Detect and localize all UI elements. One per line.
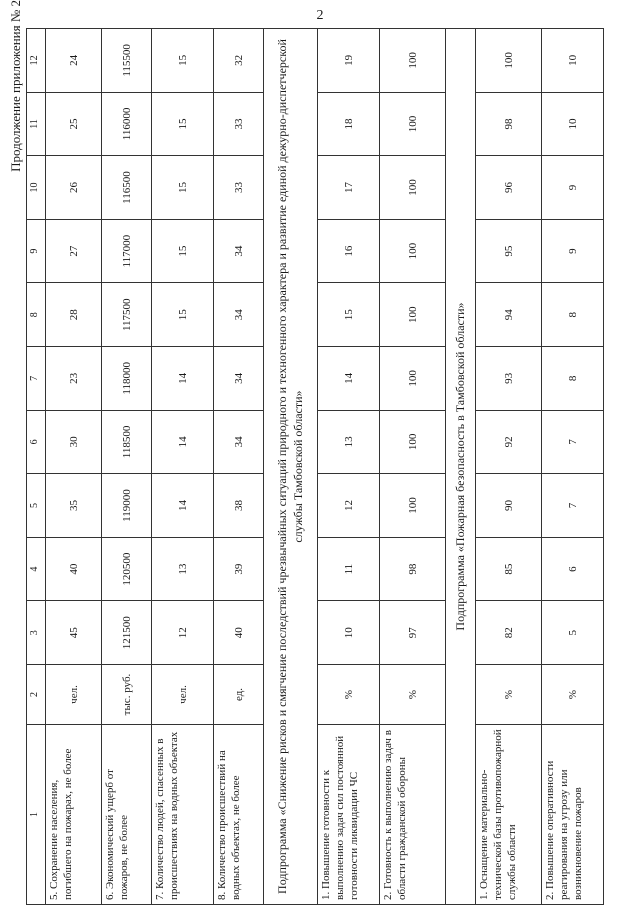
value-cell: 15 [152,29,214,93]
table-row [476,29,542,905]
value-cell: 35 [46,474,102,538]
value-cell: 117500 [102,283,152,347]
value-cell: 100 [380,347,446,411]
value-cell: 24 [46,29,102,93]
value-cell: 15 [318,283,380,347]
value-cell: 97 [380,601,446,665]
value-cell: 118000 [102,347,152,411]
value-cell: 33 [214,156,264,220]
header-cell: 8 [27,283,46,347]
subprogram-title: Подпрограмма «Снижение рисков и смягчение последствий чрезвычайных ситуаций природного и техногенного характера и развитие единой дежурно-диспетчерской службы Тамбовской области» [264,29,318,905]
value-cell: 23 [46,347,102,411]
value-cell: 100 [476,29,542,93]
value-cell: 9 [542,219,604,283]
value-cell: 26 [46,156,102,220]
table-row [542,29,604,905]
value-cell: 33 [214,92,264,156]
indicator-name: 1. Повышение готовности к выполнению задач сил постоянной готовности ликвидации ЧС [318,725,380,905]
value-cell: 82 [476,601,542,665]
value-cell: 15 [152,92,214,156]
value-cell: 15 [152,219,214,283]
table-row [380,29,446,905]
unit-cell: % [380,665,446,725]
value-cell: 94 [476,283,542,347]
unit-cell: чел. [46,665,102,725]
value-cell: 98 [476,92,542,156]
value-cell: 100 [380,410,446,474]
value-cell: 90 [476,474,542,538]
value-cell: 11 [318,537,380,601]
value-cell: 118500 [102,410,152,474]
value-cell: 121500 [102,601,152,665]
subprogram-title: Подпрограмма «Пожарная безопасность в Тамбовской области» [446,29,476,905]
value-cell: 5 [542,601,604,665]
header-cell: 3 [27,601,46,665]
header-cell: 5 [27,474,46,538]
value-cell: 12 [152,601,214,665]
value-cell: 17 [318,156,380,220]
value-cell: 12 [318,474,380,538]
value-cell: 98 [380,537,446,601]
header-cell: 7 [27,347,46,411]
unit-cell: тыс. руб. [102,665,152,725]
value-cell: 7 [542,410,604,474]
indicator-name: 2. Готовность к выполнению задач в области гражданской обороны [380,725,446,905]
value-cell: 25 [46,92,102,156]
value-cell: 13 [152,537,214,601]
indicator-name: 5. Сохранение населения, погибшего на пожарах, не более [46,725,102,905]
value-cell: 16 [318,219,380,283]
table-row [102,29,152,905]
value-cell: 34 [214,219,264,283]
value-cell: 92 [476,410,542,474]
unit-cell: % [476,665,542,725]
header-cell: 9 [27,219,46,283]
header-cell: 6 [27,410,46,474]
value-cell: 39 [214,537,264,601]
unit-cell: ед. [214,665,264,725]
unit-cell: % [542,665,604,725]
indicator-name: 7. Количество людей, спасенных в происшествиях на водных объектах [152,725,214,905]
table-row [318,29,380,905]
value-cell: 13 [318,410,380,474]
value-cell: 6 [542,537,604,601]
value-cell: 119000 [102,474,152,538]
indicator-name: 1. Оснащение материально-технической базы противопожарной службы области [476,725,542,905]
value-cell: 120500 [102,537,152,601]
value-cell: 34 [214,283,264,347]
subprogram-row [446,29,476,905]
value-cell: 117000 [102,219,152,283]
value-cell: 40 [46,537,102,601]
value-cell: 10 [318,601,380,665]
value-cell: 38 [214,474,264,538]
table-row [46,29,102,905]
table-row [152,29,214,905]
unit-cell: чел. [152,665,214,725]
value-cell: 100 [380,219,446,283]
value-cell: 28 [46,283,102,347]
value-cell: 93 [476,347,542,411]
header-row [27,29,46,905]
header-cell: 4 [27,537,46,601]
value-cell: 8 [542,347,604,411]
header-cell: 2 [27,665,46,725]
value-cell: 19 [318,29,380,93]
value-cell: 100 [380,156,446,220]
value-cell: 14 [152,347,214,411]
value-cell: 9 [542,156,604,220]
indicator-name: 6. Экономический ущерб от пожаров, не более [102,725,152,905]
appendix-caption: Продолжение приложения № 2 [8,0,23,172]
value-cell: 100 [380,92,446,156]
value-cell: 34 [214,410,264,474]
value-cell: 100 [380,29,446,93]
value-cell: 15 [152,156,214,220]
unit-cell: % [318,665,380,725]
value-cell: 14 [318,347,380,411]
value-cell: 85 [476,537,542,601]
page-number: 2 [316,8,324,23]
value-cell: 100 [380,474,446,538]
indicator-name: 8. Количество происшествий на водных объектах, не более [214,725,264,905]
value-cell: 18 [318,92,380,156]
value-cell: 27 [46,219,102,283]
header-cell: 10 [27,156,46,220]
value-cell: 7 [542,474,604,538]
value-cell: 40 [214,601,264,665]
value-cell: 10 [542,29,604,93]
header-cell: 11 [27,92,46,156]
value-cell: 115500 [102,29,152,93]
value-cell: 45 [46,601,102,665]
header-cell: 1 [27,725,46,905]
value-cell: 32 [214,29,264,93]
value-cell: 30 [46,410,102,474]
value-cell: 14 [152,474,214,538]
header-cell: 12 [27,29,46,93]
value-cell: 14 [152,410,214,474]
value-cell: 10 [542,92,604,156]
value-cell: 116000 [102,92,152,156]
indicators-table [26,28,604,905]
value-cell: 96 [476,156,542,220]
value-cell: 100 [380,283,446,347]
table-row [214,29,264,905]
value-cell: 116500 [102,156,152,220]
subprogram-row [264,29,318,905]
value-cell: 95 [476,219,542,283]
value-cell: 8 [542,283,604,347]
value-cell: 15 [152,283,214,347]
indicator-name: 2. Повышение оперативности реагирования на угрозу или возникновение пожаров [542,725,604,905]
value-cell: 34 [214,347,264,411]
